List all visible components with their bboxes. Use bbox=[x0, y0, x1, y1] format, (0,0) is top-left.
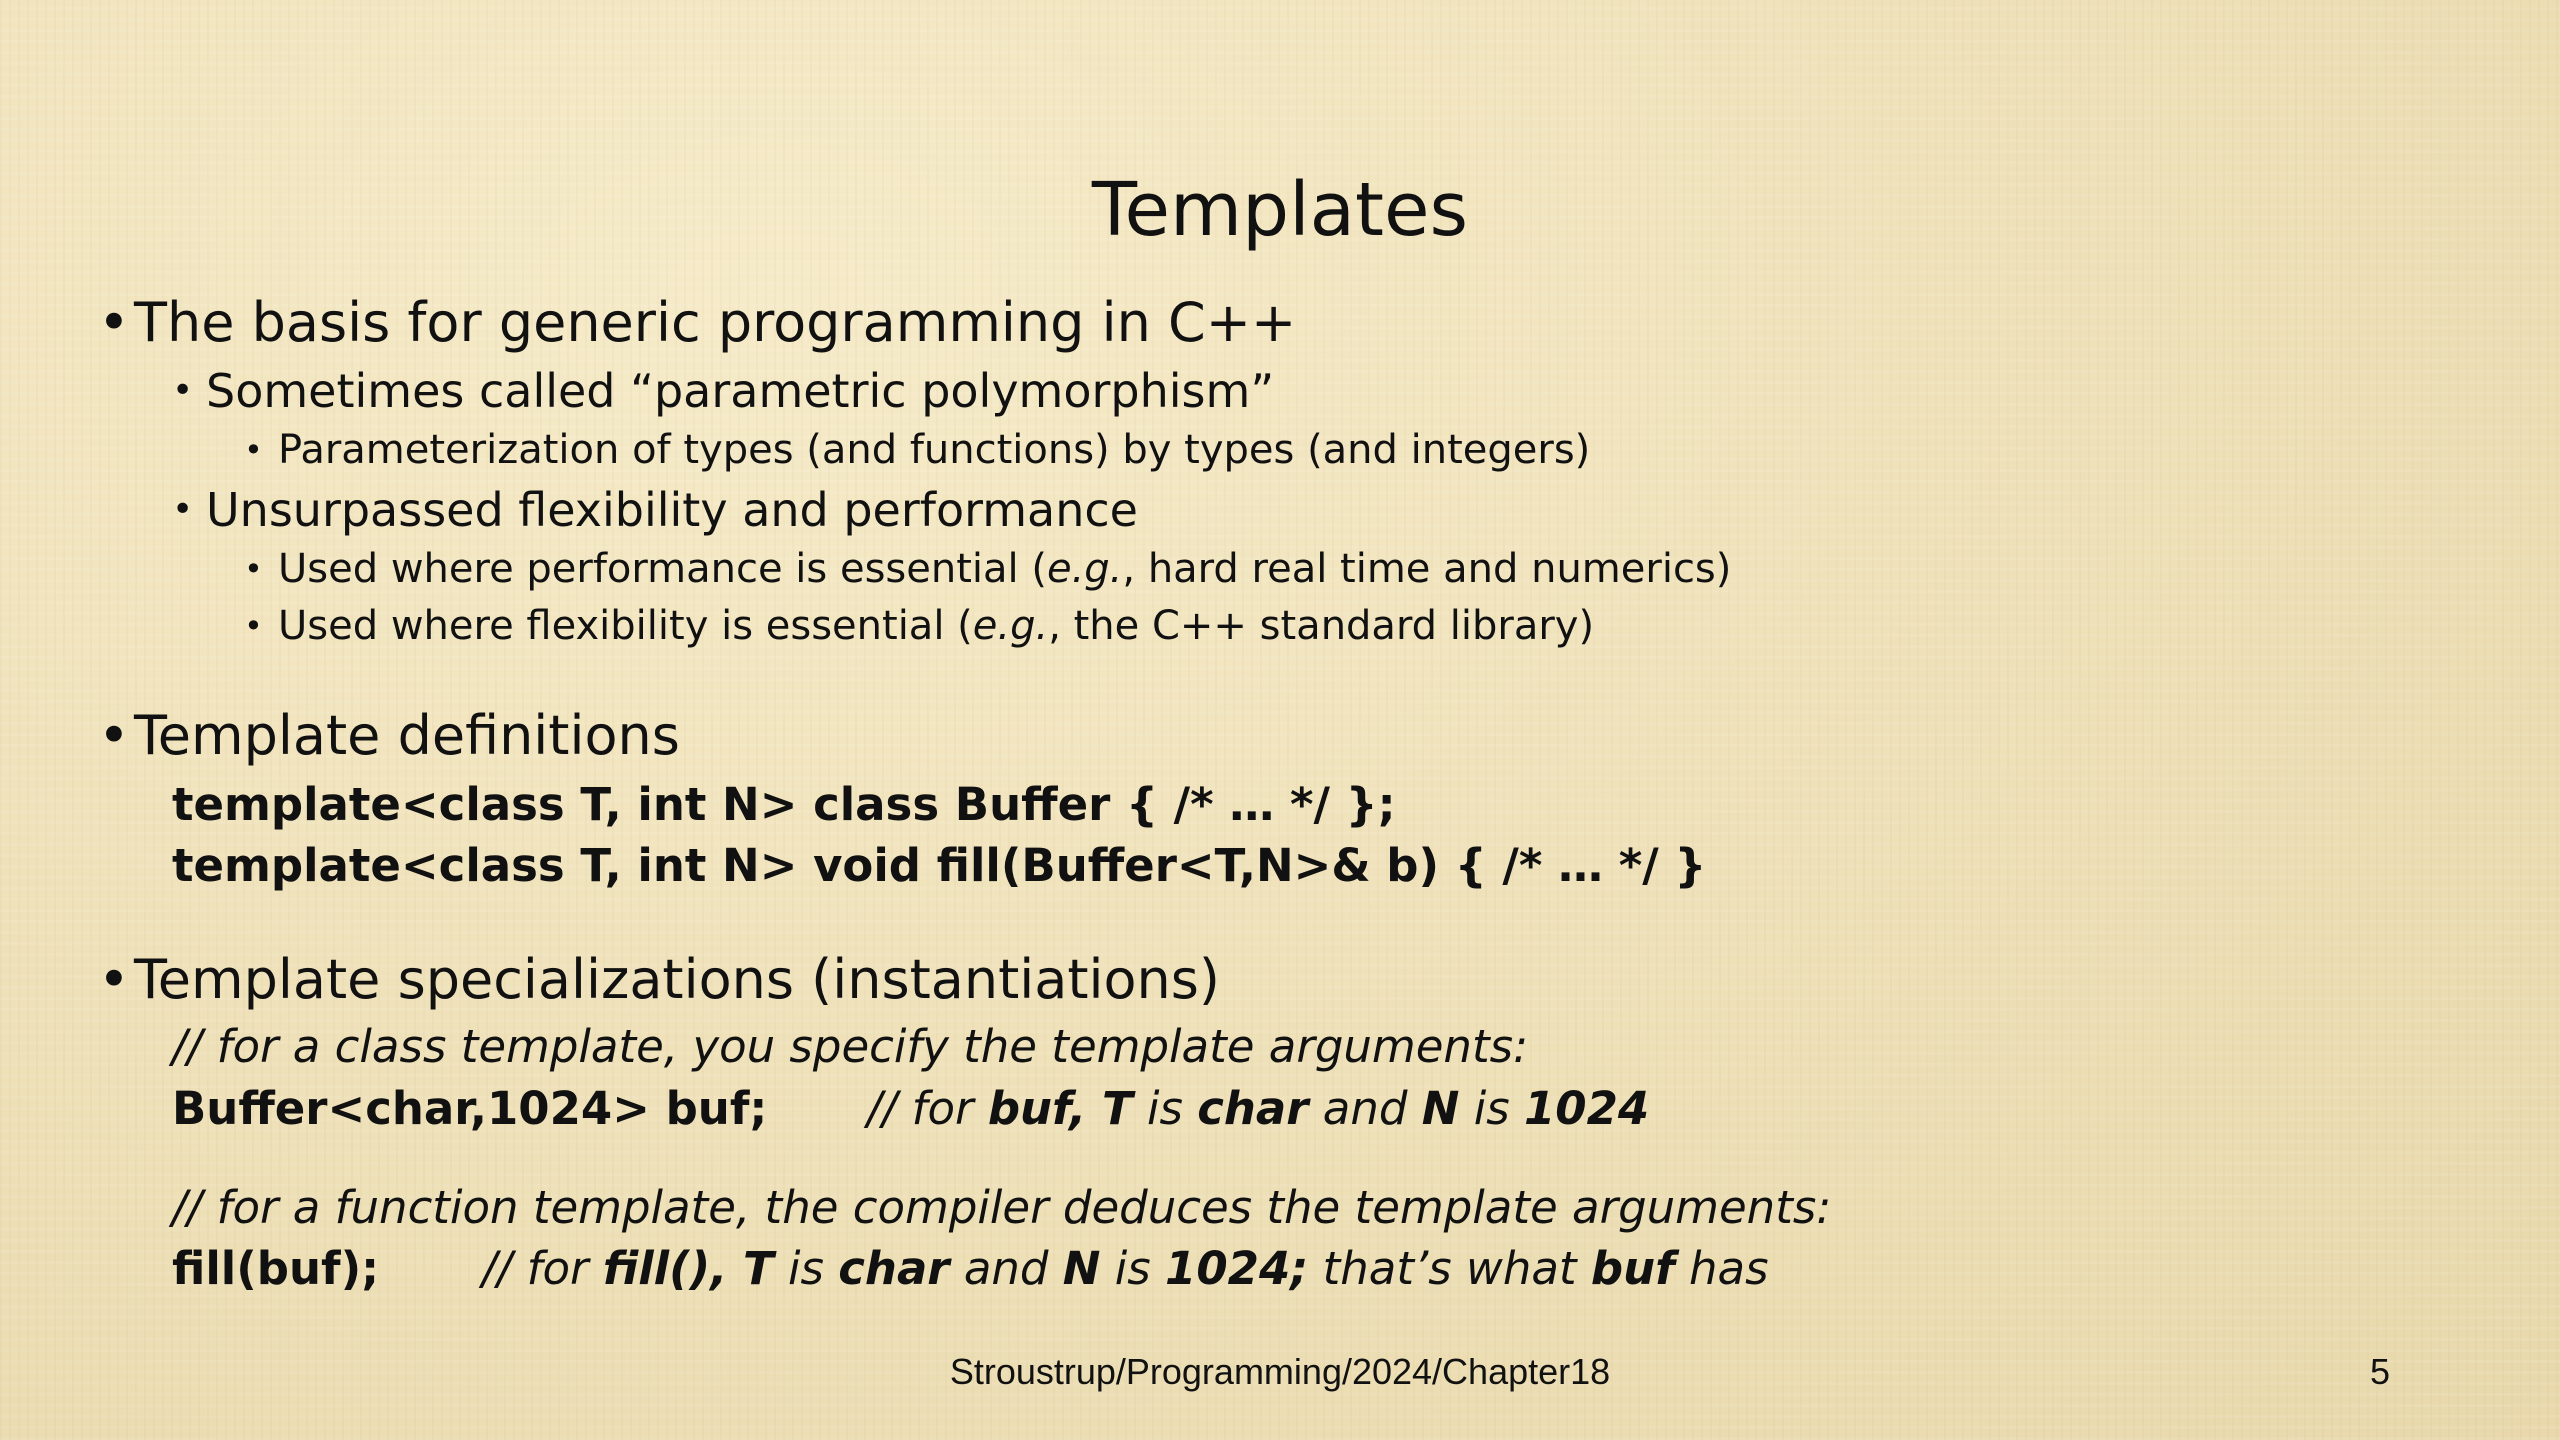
sub-bullet-text: Unsurpassed flexibility and performance bbox=[206, 483, 1138, 537]
code-comment: // for buf, T is char and N is 1024 bbox=[867, 1082, 1650, 1135]
bullet-glyph: • bbox=[98, 704, 130, 767]
code-text: fill(buf); bbox=[172, 1242, 380, 1295]
page-number: 5 bbox=[2369, 1351, 2390, 1392]
code-comment-function-template: // for a function template, the compiler deduces the template arguments: bbox=[172, 1181, 1832, 1234]
slide-footer: Stroustrup/Programming/2024/Chapter18 bbox=[949, 1351, 1611, 1392]
bullet-glyph: • bbox=[244, 431, 263, 469]
code-text: Buffer<char,1024> buf; bbox=[172, 1082, 768, 1135]
code-comment: // for fill(), T is char and N is 1024; that’s what buf has bbox=[482, 1242, 1769, 1295]
bullet-text: The basis for generic programming in C++ bbox=[134, 291, 1297, 354]
code-comment-class-template: // for a class template, you specify the template arguments: bbox=[172, 1020, 1529, 1073]
code-fill-definition: template<class T, int N> void fill(Buffer<T,N>& b) { /* … */ } bbox=[172, 839, 1707, 892]
sub-bullet-text: Sometimes called “parametric polymorphism” bbox=[206, 364, 1275, 418]
bullet-glyph: • bbox=[172, 489, 194, 530]
sub-sub-bullet-text: Used where performance is essential (e.g., hard real time and numerics) bbox=[278, 546, 1732, 592]
sub-sub-bullet-text: Parameterization of types (and functions) by types (and integers) bbox=[278, 427, 1591, 473]
bullet-text: Template definitions bbox=[134, 704, 680, 767]
bullet-glyph: • bbox=[244, 550, 263, 588]
sub-sub-bullet-text: Used where flexibility is essential (e.g., the C++ standard library) bbox=[278, 603, 1595, 649]
code-buffer-definition: template<class T, int N> class Buffer { /* … */ }; bbox=[172, 778, 1396, 831]
bullet-glyph: • bbox=[244, 607, 263, 645]
slide-title: Templates bbox=[1091, 167, 1469, 253]
bullet-text: Template specializations (instantiations) bbox=[134, 948, 1220, 1011]
bullet-glyph: • bbox=[98, 948, 130, 1011]
code-fill-specialization bbox=[172, 1240, 1769, 1298]
bullet-glyph: • bbox=[98, 291, 130, 354]
code-buffer-specialization bbox=[172, 1080, 1650, 1138]
bullet-glyph: • bbox=[172, 370, 194, 411]
